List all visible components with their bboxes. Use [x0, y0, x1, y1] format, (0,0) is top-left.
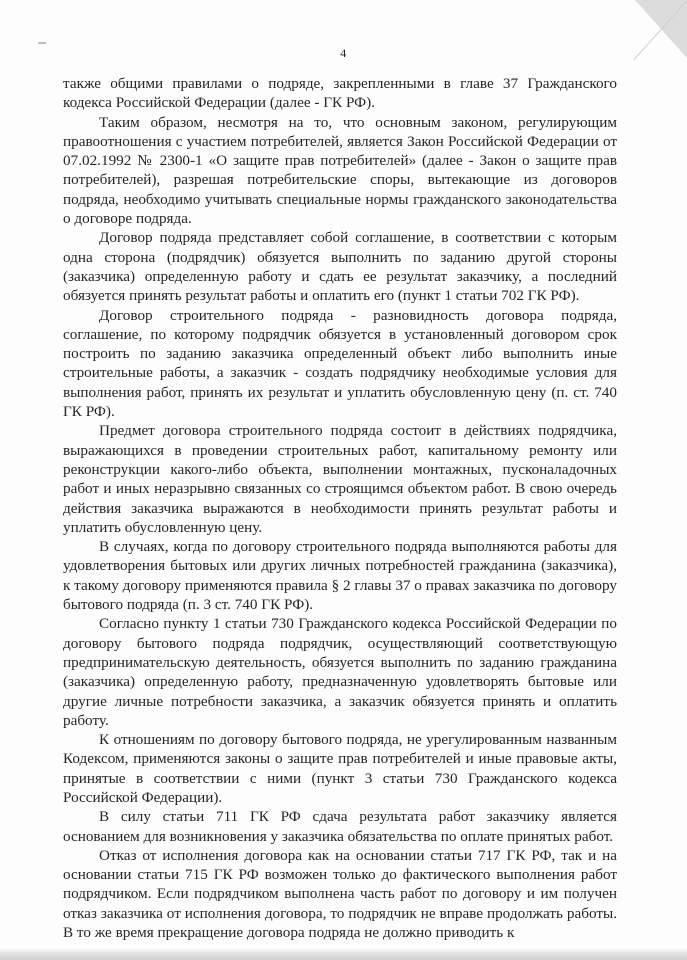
page-bottom-shadow — [0, 948, 687, 960]
paragraph-10: Отказ от исполнения договора как на основании статьи 717 ГК РФ, так и на основании статьи 715 ГК РФ возможен только до фактического выполнения работ подрядчиком. Если подрядчиком выполнена часть работ по договору и им получен отказ заказчика от исполнения договора, то подрядчик не вправе продолжать работы. В то же время прекращение договора подряда не должно приводить к — [63, 846, 617, 942]
scan-mark — [38, 42, 46, 44]
paragraph-6: В случаях, когда по договору строительного подряда выполняются работы для удовлетворения бытовых или других личных потребностей гражданина (заказчика), к такому договору применяются правила § 2 главы 37 о правах заказчика по договору бытового подряда (п. 3 ст. 740 ГК РФ). — [63, 538, 617, 614]
paragraph-7: Согласно пункту 1 статьи 730 Гражданского кодекса Российской Федерации по договору бытового подряда подрядчик, осуществляющий соответствующую предпринимательскую деятельность, обязуется выполнить по заданию гражданина (заказчика) определенную работу, предназначенную удовлетворять бытовые или другие личные потребности заказчика, а заказчик обязуется принять и оплатить работу. — [63, 615, 617, 729]
paragraph-3: Договор подряда представляет собой соглашение, в соответствии с которым одна сторона (подрядчик) обязуется выполнить по заданию другой стороны (заказчика) определенную работу и сдать ее результат заказчику, а последний обязуется принять результат работы и оплатить его (пункт 1 статьи 702 ГК РФ). — [63, 229, 617, 305]
paragraph-1: также общими правилами о подряде, закрепленными в главе 37 Гражданского кодекса Российской Федерации (далее - ГК РФ). — [63, 75, 617, 112]
paragraph-8: К отношениям по договору бытового подряда, не урегулированным названным Кодексом, применяются законы о защите прав потребителей и иные правовые акты, принятые в соответствии с ними (пункт 3 статьи 730 Гражданского кодекса Российской Федерации). — [63, 731, 617, 806]
paragraph-4: Договор строительного подряда - разновидность договора подряда, соглашение, по которому подрядчик обязуется в установленный договором срок построить по заданию заказчика определенный объект либо выполнить иные строительные работы, а заказчик - создать подрядчику необходимые условия для выполнения работ, принять их результат и уплатить обусловленную цену (п. ст. 740 ГК РФ). — [63, 306, 617, 421]
paragraph-2: Таким образом, несмотря на то, что основным законом, регулирующим правоотношения с участием потребителей, является Закон Российской Федерации от 07.02.1992 № 2300-1 «О защите прав потребителей» (далее - Закон о защите прав потребителей), разрешая потребительские споры, вытекающие из договоров подряда, необходимо учитывать специальные нормы гражданского законодательства о договоре подряда. — [63, 113, 617, 228]
page-number: 4 — [340, 46, 347, 60]
paragraph-5: Предмет договора строительного подряда состоит в действиях подрядчика, выражающихся в проведении строительных работ, капитальному ремонту или реконструкции какого-либо объекта, выполнении монтажных, пусконаладочных работ и иных неразрывно связанных со строящимся объектом работ. В свою очередь действия заказчика выражаются в необходимости принять результат работы и уплатить обусловленную цену. — [63, 422, 617, 536]
body-text — [63, 74, 617, 942]
paragraph-9: В силу статьи 711 ГК РФ сдача результата работ заказчику является основанием для возникновения у заказчика обязательства по оплате принятых работ. — [63, 808, 617, 845]
